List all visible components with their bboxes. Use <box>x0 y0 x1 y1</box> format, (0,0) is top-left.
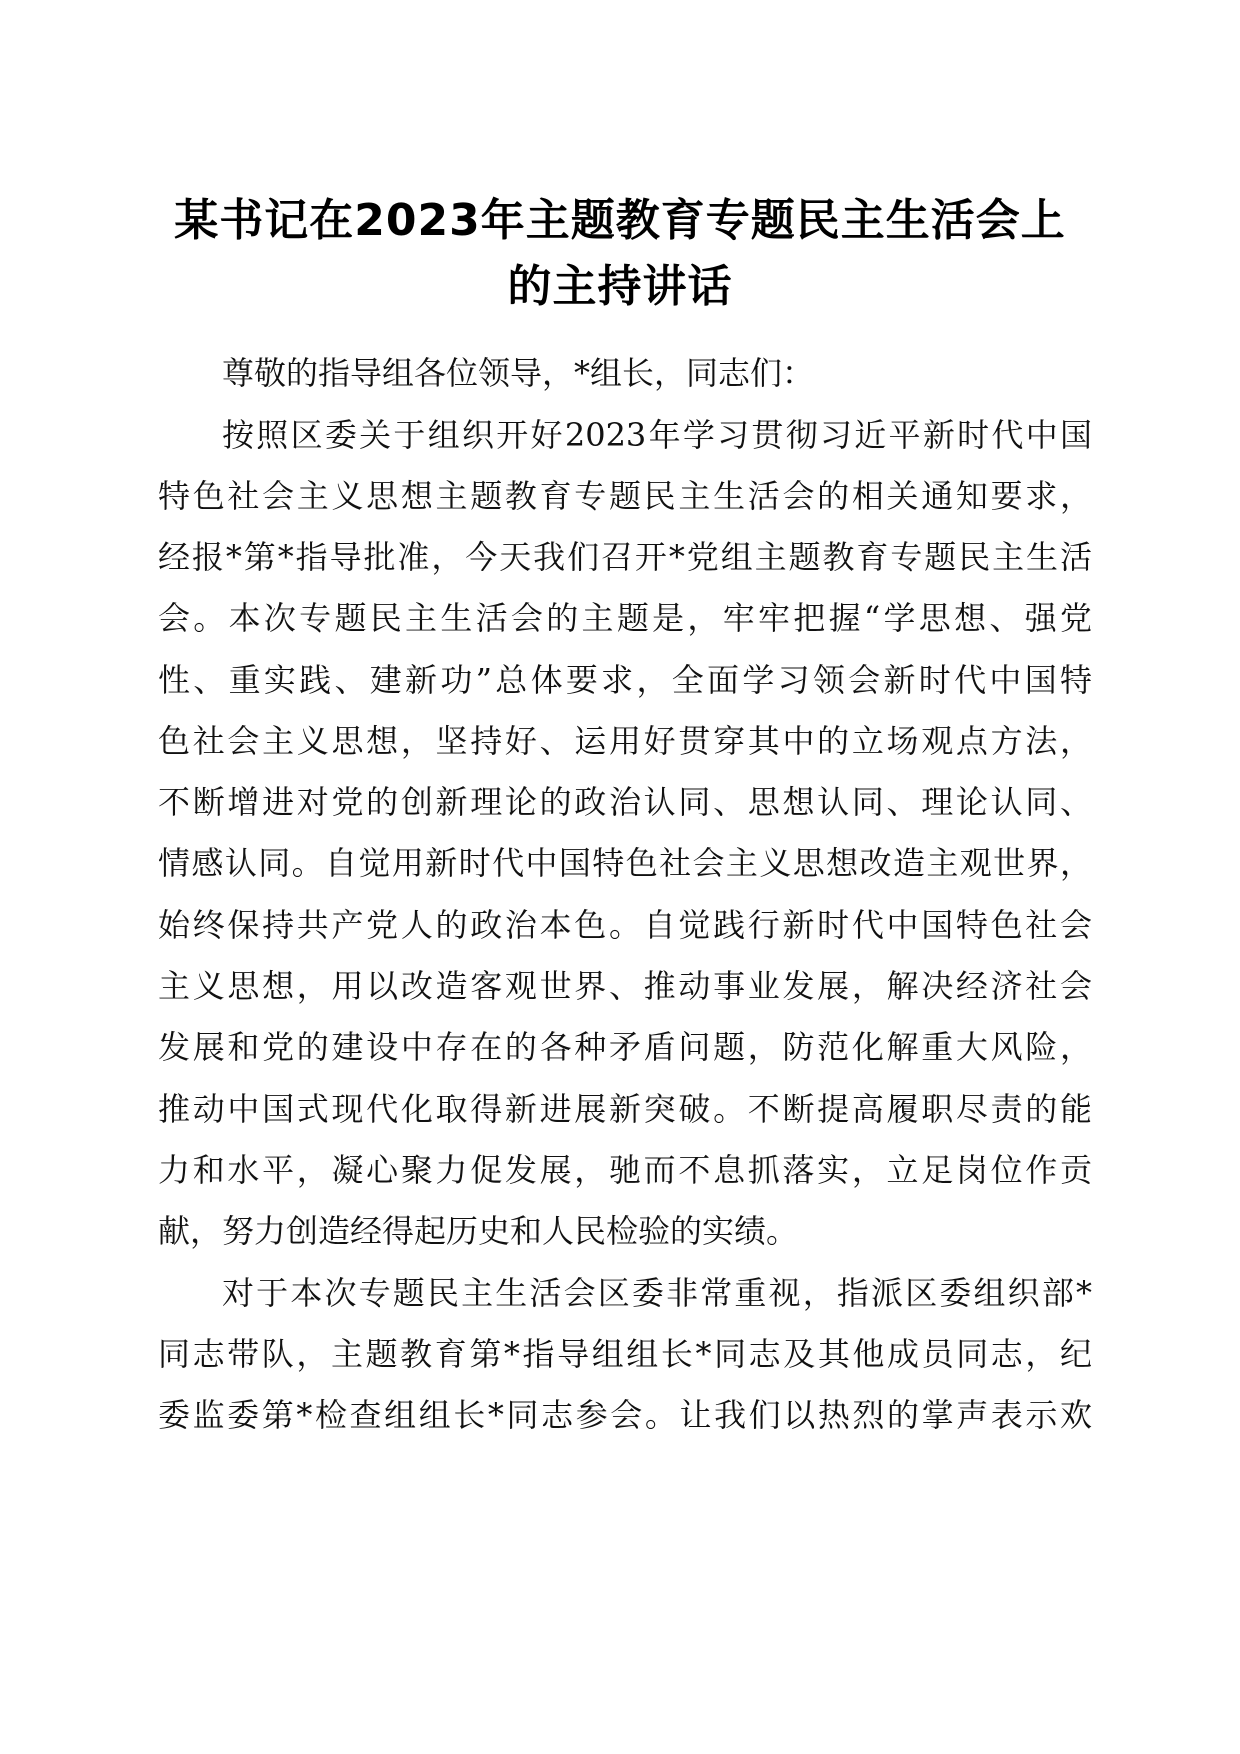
document-title-line-1: 某书记在2023年主题教育专题民主生活会上 <box>174 195 1066 246</box>
paragraph-1-line: 经报*第*指导批准，今天我们召开*党组主题教育专题民主生活 <box>158 538 1092 576</box>
document-title-line-2: 的主持讲话 <box>507 261 733 312</box>
paragraph-1-line: 特色社会主义思想主题教育专题民主生活会的相关通知要求， <box>158 477 1092 515</box>
paragraph-1-line: 献，努力创造经得起历史和人民检验的实绩。 <box>158 1212 799 1250</box>
paragraph-1-line: 会。本次专题民主生活会的主题是，牢牢把握“学思想、强党 <box>158 599 1092 637</box>
paragraph-2-line: 对于本次专题民主生活会区委非常重视，指派区委组织部* <box>222 1274 1092 1312</box>
paragraph-1-line: 情感认同。自觉用新时代中国特色社会主义思想改造主观世界， <box>158 844 1092 882</box>
paragraph-1-line: 发展和党的建设中存在的各种矛盾问题，防范化解重大风险， <box>158 1028 1092 1066</box>
paragraph-1-line: 推动中国式现代化取得新进展新突破。不断提高履职尽责的能 <box>158 1090 1092 1128</box>
paragraph-1-line: 始终保持共产党人的政治本色。自觉践行新时代中国特色社会 <box>158 906 1092 944</box>
paragraph-1-line: 力和水平，凝心聚力促发展，驰而不息抓落实，立足岗位作贡 <box>158 1151 1092 1189</box>
paragraph-2-line: 同志带队，主题教育第*指导组组长*同志及其他成员同志，纪 <box>158 1335 1092 1373</box>
salutation: 尊敬的指导组各位领导，*组长，同志们： <box>222 354 815 392</box>
paragraph-1-line: 性、重实践、建新功”总体要求，全面学习领会新时代中国特 <box>158 661 1092 699</box>
paragraph-1-line: 色社会主义思想，坚持好、运用好贯穿其中的立场观点方法， <box>158 722 1092 760</box>
paragraph-2-line: 委监委第*检查组组长*同志参会。让我们以热烈的掌声表示欢 <box>158 1396 1092 1434</box>
paragraph-1-line: 不断增进对党的创新理论的政治认同、思想认同、理论认同、 <box>158 783 1092 821</box>
paragraph-1-line: 主义思想，用以改造客观世界、推动事业发展，解决经济社会 <box>158 967 1092 1005</box>
paragraph-1-line: 按照区委关于组织开好2023年学习贯彻习近平新时代中国 <box>222 416 1092 454</box>
